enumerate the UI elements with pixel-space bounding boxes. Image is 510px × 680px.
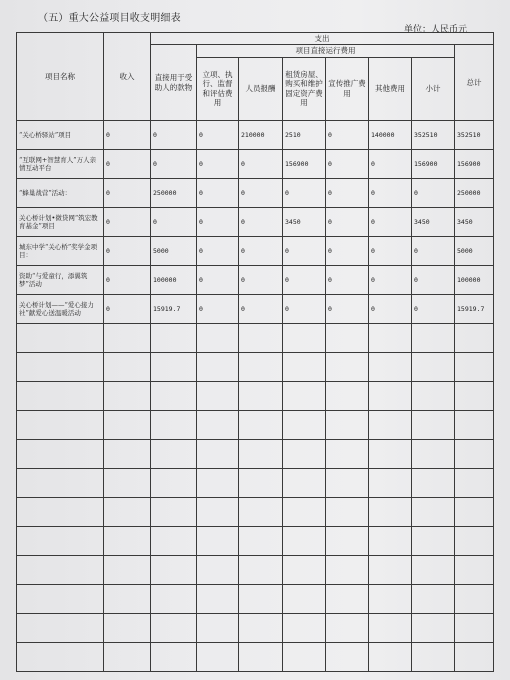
empty-cell (455, 410, 494, 439)
empty-row (17, 410, 494, 439)
empty-cell (326, 439, 369, 468)
currency-unit: 单位：人民币元 (404, 25, 468, 35)
empty-cell (239, 555, 283, 584)
header-direct-funds: 直接用于受助人的款物 (151, 45, 197, 120)
empty-row (17, 352, 494, 381)
value-cell: 0 (369, 265, 412, 294)
empty-cell (17, 613, 104, 642)
value-cell: 250000 (455, 178, 494, 207)
empty-cell (151, 323, 197, 352)
empty-cell (17, 526, 104, 555)
empty-cell (412, 439, 455, 468)
empty-cell (369, 323, 412, 352)
empty-cell (239, 352, 283, 381)
empty-cell (412, 352, 455, 381)
empty-cell (283, 468, 326, 497)
value-cell: 0 (239, 236, 283, 265)
value-cell: 0 (412, 294, 455, 323)
empty-cell (151, 613, 197, 642)
empty-cell (326, 410, 369, 439)
empty-cell (412, 642, 455, 671)
table-row (17, 265, 494, 294)
value-cell: 2510 (283, 120, 326, 149)
empty-cell (239, 410, 283, 439)
empty-cell (151, 381, 197, 410)
value-cell: 0 (151, 149, 197, 178)
empty-cell (412, 410, 455, 439)
empty-cell (283, 555, 326, 584)
empty-cell (17, 323, 104, 352)
empty-row (17, 323, 494, 352)
value-cell: 0 (326, 236, 369, 265)
value-cell: 210000 (239, 120, 283, 149)
empty-cell (17, 352, 104, 381)
value-cell: 0 (283, 178, 326, 207)
empty-cell (104, 642, 151, 671)
empty-row (17, 555, 494, 584)
value-cell: 0 (326, 178, 369, 207)
empty-cell (17, 468, 104, 497)
empty-cell (104, 439, 151, 468)
value-cell: 0 (197, 294, 239, 323)
value-cell: 0 (369, 294, 412, 323)
empty-row (17, 497, 494, 526)
empty-cell (369, 613, 412, 642)
value-cell: 0 (197, 236, 239, 265)
empty-cell (412, 497, 455, 526)
empty-row (17, 526, 494, 555)
empty-cell (326, 642, 369, 671)
empty-cell (151, 526, 197, 555)
value-cell: 0 (197, 265, 239, 294)
empty-cell (326, 323, 369, 352)
empty-cell (369, 526, 412, 555)
empty-cell (17, 642, 104, 671)
value-cell: 250000 (151, 178, 197, 207)
empty-cell (104, 381, 151, 410)
project-name-cell: 关心桥计划•微贷网“筑宏教育基金”项目 (17, 207, 104, 236)
empty-cell (369, 555, 412, 584)
value-cell: 0 (104, 265, 151, 294)
empty-cell (455, 352, 494, 381)
value-cell: 0 (412, 178, 455, 207)
project-name-cell: “蜂巢战营”活动： (17, 178, 104, 207)
value-cell: 0 (239, 207, 283, 236)
empty-cell (412, 584, 455, 613)
value-cell: 0 (326, 207, 369, 236)
empty-cell (455, 468, 494, 497)
empty-cell (455, 323, 494, 352)
value-cell: 156900 (283, 149, 326, 178)
empty-cell (326, 497, 369, 526)
empty-cell (369, 381, 412, 410)
value-cell: 5000 (151, 236, 197, 265)
project-name-cell: “关心桥驿站”项目 (17, 120, 104, 149)
value-cell: 0 (326, 149, 369, 178)
empty-cell (104, 352, 151, 381)
value-cell: 0 (151, 120, 197, 149)
header-rent-assets: 租赁房屋、购买和维护固定资产费用 (283, 57, 326, 120)
empty-cell (151, 497, 197, 526)
empty-cell (283, 352, 326, 381)
table-row (17, 207, 494, 236)
value-cell: 0 (239, 178, 283, 207)
empty-cell (283, 439, 326, 468)
empty-cell (197, 323, 239, 352)
empty-cell (104, 410, 151, 439)
empty-cell (326, 555, 369, 584)
value-cell: 3450 (283, 207, 326, 236)
value-cell: 0 (239, 149, 283, 178)
value-cell: 0 (104, 149, 151, 178)
empty-cell (17, 555, 104, 584)
empty-row (17, 584, 494, 613)
empty-cell (369, 497, 412, 526)
empty-cell (239, 584, 283, 613)
empty-cell (369, 439, 412, 468)
project-name-cell: 资助“与爱童行，添翼筑梦”活动 (17, 265, 104, 294)
empty-cell (239, 613, 283, 642)
empty-cell (151, 352, 197, 381)
empty-cell (239, 468, 283, 497)
empty-cell (455, 613, 494, 642)
empty-cell (151, 584, 197, 613)
empty-cell (197, 555, 239, 584)
header-direct-ops: 项目直接运行费用 (197, 45, 455, 57)
empty-cell (283, 642, 326, 671)
header-total: 总计 (455, 45, 494, 120)
empty-cell (283, 526, 326, 555)
header-project-name: 项目名称 (17, 33, 104, 121)
empty-cell (17, 381, 104, 410)
empty-cell (455, 497, 494, 526)
empty-cell (412, 613, 455, 642)
empty-cell (412, 381, 455, 410)
empty-cell (151, 410, 197, 439)
empty-cell (326, 381, 369, 410)
empty-cell (455, 555, 494, 584)
value-cell: 0 (369, 207, 412, 236)
table-row (17, 294, 494, 323)
value-cell: 0 (239, 294, 283, 323)
value-cell: 3450 (412, 207, 455, 236)
empty-row (17, 613, 494, 642)
empty-cell (104, 526, 151, 555)
empty-cell (369, 352, 412, 381)
empty-row (17, 381, 494, 410)
page-title: （五）重大公益项目收支明细表 (38, 13, 181, 24)
empty-cell (326, 613, 369, 642)
value-cell: 0 (104, 236, 151, 265)
value-cell: 0 (412, 236, 455, 265)
empty-cell (104, 584, 151, 613)
empty-row (17, 468, 494, 497)
header-expenditure: 支出 (151, 33, 494, 45)
value-cell: 0 (412, 265, 455, 294)
empty-cell (197, 468, 239, 497)
value-cell: 0 (197, 120, 239, 149)
value-cell: 100000 (455, 265, 494, 294)
value-cell: 3450 (455, 207, 494, 236)
empty-cell (369, 410, 412, 439)
value-cell: 0 (369, 178, 412, 207)
value-cell: 0 (239, 265, 283, 294)
empty-cell (455, 381, 494, 410)
empty-cell (239, 439, 283, 468)
value-cell: 15919.7 (151, 294, 197, 323)
project-name-cell: “互联网+智慧育人”万人亲情互动平台 (17, 149, 104, 178)
empty-cell (455, 642, 494, 671)
empty-cell (151, 468, 197, 497)
empty-cell (369, 642, 412, 671)
value-cell: 352510 (455, 120, 494, 149)
empty-cell (283, 613, 326, 642)
empty-cell (369, 468, 412, 497)
header-eval-fees: 立项、执行、监督和评估费用 (197, 57, 239, 120)
value-cell: 0 (197, 149, 239, 178)
value-cell: 0 (369, 236, 412, 265)
empty-cell (455, 584, 494, 613)
empty-cell (412, 526, 455, 555)
empty-cell (197, 352, 239, 381)
table-row (17, 236, 494, 265)
value-cell: 0 (104, 207, 151, 236)
empty-cell (197, 613, 239, 642)
value-cell: 0 (326, 120, 369, 149)
empty-cell (197, 410, 239, 439)
empty-cell (17, 410, 104, 439)
empty-cell (283, 323, 326, 352)
value-cell: 156900 (455, 149, 494, 178)
empty-cell (17, 439, 104, 468)
empty-cell (239, 497, 283, 526)
empty-cell (239, 323, 283, 352)
empty-cell (104, 555, 151, 584)
empty-row (17, 642, 494, 671)
header-income: 收入 (104, 33, 151, 121)
table-row (17, 120, 494, 149)
empty-cell (283, 410, 326, 439)
value-cell: 0 (104, 178, 151, 207)
empty-cell (283, 381, 326, 410)
project-name-cell: 关心桥计划——“爱心接力社”献爱心送温暖活动 (17, 294, 104, 323)
empty-cell (197, 584, 239, 613)
value-cell: 0 (104, 120, 151, 149)
empty-cell (239, 381, 283, 410)
empty-cell (283, 584, 326, 613)
value-cell: 0 (151, 207, 197, 236)
empty-cell (151, 439, 197, 468)
empty-cell (326, 526, 369, 555)
empty-cell (197, 642, 239, 671)
value-cell: 0 (104, 294, 151, 323)
empty-cell (197, 526, 239, 555)
value-cell: 352510 (412, 120, 455, 149)
empty-cell (326, 468, 369, 497)
empty-cell (104, 613, 151, 642)
empty-cell (369, 584, 412, 613)
value-cell: 100000 (151, 265, 197, 294)
value-cell: 0 (283, 294, 326, 323)
header-subtotal: 小计 (412, 57, 455, 120)
empty-cell (197, 439, 239, 468)
table-row (17, 178, 494, 207)
value-cell: 0 (326, 294, 369, 323)
empty-cell (455, 526, 494, 555)
empty-cell (151, 555, 197, 584)
empty-cell (104, 323, 151, 352)
empty-cell (326, 352, 369, 381)
value-cell: 0 (197, 178, 239, 207)
empty-cell (151, 642, 197, 671)
value-cell: 0 (283, 236, 326, 265)
value-cell: 0 (326, 265, 369, 294)
empty-cell (17, 584, 104, 613)
empty-cell (412, 468, 455, 497)
empty-cell (104, 468, 151, 497)
empty-cell (283, 497, 326, 526)
empty-cell (412, 555, 455, 584)
value-cell: 140000 (369, 120, 412, 149)
header-publicity: 宣传推广费用 (326, 57, 369, 120)
value-cell: 156900 (412, 149, 455, 178)
value-cell: 15919.7 (455, 294, 494, 323)
empty-cell (239, 642, 283, 671)
project-name-cell: 城东中学“关心桥”奖学金项目： (17, 236, 104, 265)
header-personnel: 人员报酬 (239, 57, 283, 120)
empty-cell (197, 497, 239, 526)
header-other: 其他费用 (369, 57, 412, 120)
empty-row (17, 439, 494, 468)
table-row (17, 149, 494, 178)
empty-cell (17, 497, 104, 526)
value-cell: 0 (369, 149, 412, 178)
empty-cell (239, 526, 283, 555)
value-cell: 5000 (455, 236, 494, 265)
empty-cell (326, 584, 369, 613)
income-expense-table (16, 32, 494, 672)
empty-cell (455, 439, 494, 468)
empty-cell (197, 381, 239, 410)
empty-cell (412, 323, 455, 352)
value-cell: 0 (197, 207, 239, 236)
value-cell: 0 (283, 265, 326, 294)
empty-cell (104, 497, 151, 526)
